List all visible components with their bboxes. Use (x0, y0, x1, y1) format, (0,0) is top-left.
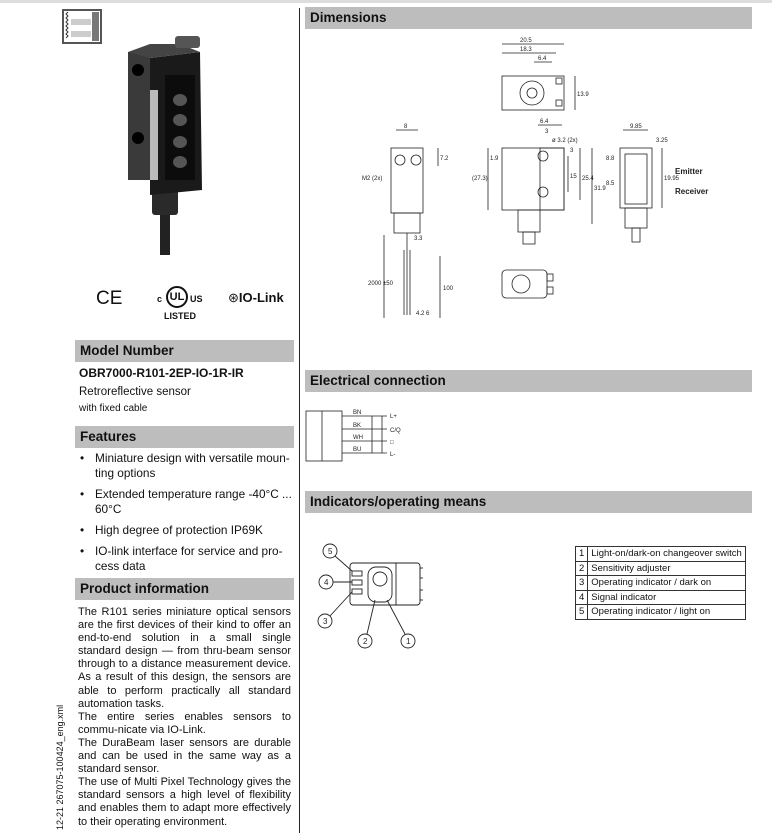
electrical-connection-header: Electrical connection (305, 370, 752, 392)
dim-label: 15 (570, 174, 577, 180)
table-row (576, 547, 746, 562)
row-number: 1 (576, 547, 588, 562)
row-number: 2 (576, 561, 588, 576)
table-row (576, 576, 746, 591)
dim-label: 20.5 (520, 38, 532, 44)
iolink-icon: ⊛ (228, 290, 239, 305)
model-number: OBR7000-R101-2EP-IO-1R-IR (79, 366, 244, 380)
dim-label: 3.25 (656, 138, 668, 144)
row-label: Light-on/dark-on changeover switch (588, 547, 746, 562)
dim-label: 8.5 (606, 181, 615, 187)
table-row (576, 605, 746, 620)
emitter-label: Emitter (675, 167, 703, 176)
ce-logo: CE (96, 288, 123, 309)
dim-label: 8 (404, 124, 408, 130)
paragraph: The DuraBeam laser sensors are durable and can be used in the same way as a standard sensor. (78, 736, 291, 776)
wire-label: BU (353, 447, 362, 453)
row-number: 4 (576, 590, 588, 605)
product-information-header: Product information (75, 578, 294, 600)
dim-label: 6.4 (540, 119, 549, 125)
ul-mark: UL (166, 286, 188, 308)
dim-label: ø 3.2 (2x) (552, 138, 578, 144)
product-information-text (78, 606, 291, 829)
row-label: Operating indicator / dark on (588, 576, 746, 591)
dim-label: 13.9 (577, 92, 589, 98)
dim-label: 3 (570, 148, 574, 154)
dim-label: 25.4 (582, 176, 594, 182)
feature-item: • Miniature design with versatile moun-ting options (79, 451, 294, 481)
iolink-logo (228, 290, 284, 306)
dim-label: M2 (2x) (362, 176, 383, 182)
row-label: Sensitivity adjuster (588, 561, 746, 576)
dimensions-drawing (340, 30, 740, 330)
dim-label: 2000 ±50 (368, 281, 393, 287)
feature-item: • Extended temperature range -40°C ... 60°C (79, 487, 294, 517)
callout-5: 5 (328, 547, 333, 556)
callout-4: 4 (324, 578, 329, 587)
callout-3: 3 (323, 617, 328, 626)
dimensions-header: Dimensions (305, 7, 752, 29)
dim-label: 8.8 (606, 156, 615, 162)
dim-label: 31.9 (594, 186, 606, 192)
indicators-drawing (313, 535, 423, 655)
dim-label: 100 (443, 286, 454, 292)
product-photo (120, 30, 210, 255)
ul-us: US (190, 294, 203, 304)
terminal-label: C/Q (390, 428, 401, 434)
dim-label: 19.95 (664, 176, 680, 182)
feature-item: • High degree of protection IP69K (79, 523, 294, 538)
indicators-table (575, 546, 746, 620)
dim-label: 7.2 (440, 156, 449, 162)
document-reference: 12-21 267075-100424_eng.xml (55, 704, 65, 830)
retroreflective-sensor-icon (62, 9, 102, 44)
model-description: Retroreflective sensor (79, 386, 191, 398)
row-number: 5 (576, 605, 588, 620)
wire-label: WH (353, 435, 363, 441)
model-number-header: Model Number (75, 340, 294, 362)
model-description-2: with fixed cable (79, 403, 148, 414)
ul-listed: LISTED (164, 311, 197, 321)
iolink-text: IO-Link (238, 290, 284, 305)
dim-label: 18.3 (520, 47, 532, 53)
dim-label: 1.9 (490, 156, 499, 162)
receiver-label: Receiver (675, 187, 709, 196)
dim-label: 6 (426, 311, 430, 317)
wire-label: BK (353, 423, 362, 429)
ul-c: c (157, 294, 163, 304)
dim-label: (27.3) (472, 176, 488, 182)
paragraph: The entire series enables sensors to commu-nicate via IO-Link. (78, 710, 291, 736)
terminal-label: L- (390, 452, 396, 458)
column-divider (299, 8, 300, 833)
row-label: Operating indicator / light on (588, 605, 746, 620)
ul-listed-logo (157, 284, 217, 324)
dim-label: 3 (545, 129, 549, 135)
dim-label: 9.85 (630, 124, 642, 130)
features-list (79, 451, 294, 580)
row-number: 3 (576, 576, 588, 591)
table-row (576, 561, 746, 576)
wire-label: BN (353, 410, 362, 416)
dim-label: 3.3 (414, 236, 423, 242)
terminal-label: □ (390, 440, 394, 446)
page-top-border (0, 0, 772, 3)
callout-2: 2 (363, 637, 368, 646)
indicators-header: Indicators/operating means (305, 491, 752, 513)
callout-1: 1 (406, 637, 411, 646)
wiring-diagram (305, 408, 415, 468)
feature-item: • IO-link interface for service and pro-cess data (79, 544, 294, 574)
features-header: Features (75, 426, 294, 448)
paragraph: The R101 series miniature optical sensors are the first devices of their kind to offer an end-to-end solution in a small single standard design — from thru-beam sensor through to a distance measurement device. As a result of this design, the sensors are able to perform practically all standard automation tasks. (78, 606, 291, 710)
row-label: Signal indicator (588, 590, 746, 605)
dim-label: 4.2 (416, 311, 425, 317)
terminal-label: L+ (390, 414, 397, 420)
paragraph: The use of Multi Pixel Technology gives the standard sensors a high level of flexibility and enables them to adapt more effectively to their operating environment. (78, 776, 291, 828)
dim-label: 6.4 (538, 56, 547, 62)
table-row (576, 590, 746, 605)
